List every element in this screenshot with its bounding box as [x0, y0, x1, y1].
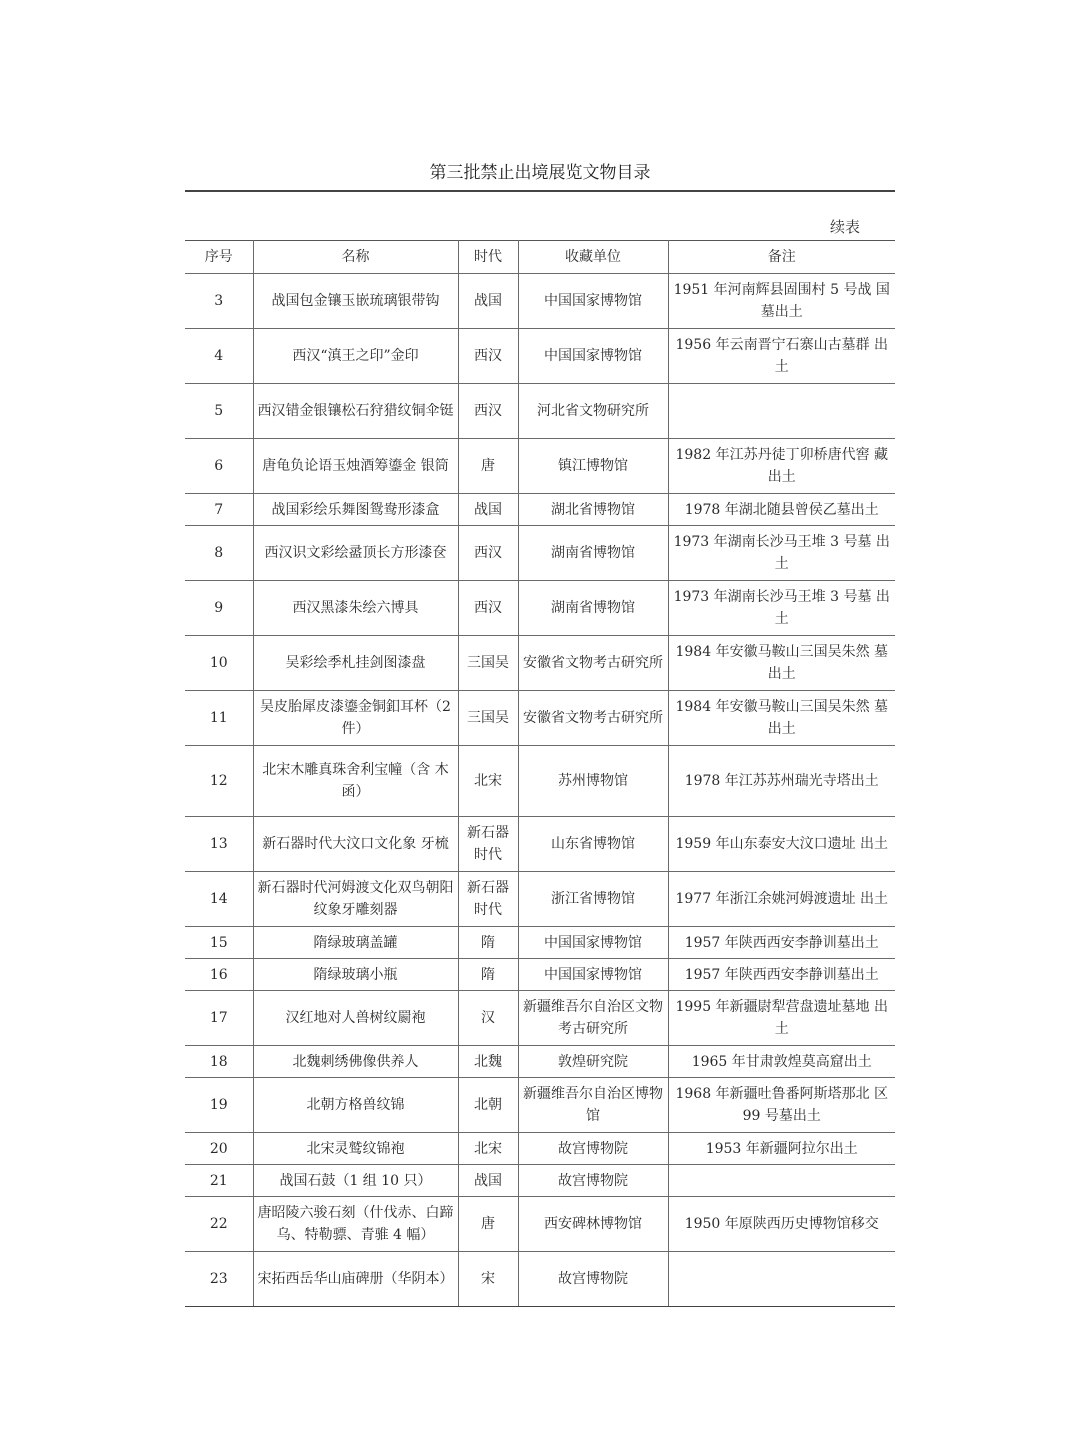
cell-era: 新石器时代 [458, 872, 518, 927]
cell-name: 隋绿玻璃盖罐 [253, 927, 458, 959]
header-notes: 备注 [668, 241, 895, 274]
cell-era: 西汉 [458, 384, 518, 439]
cell-collection: 西安碑林博物馆 [518, 1197, 668, 1252]
table-row [185, 959, 895, 991]
cell-era: 北宋 [458, 1133, 518, 1165]
cell-era: 北朝 [458, 1078, 518, 1133]
cell-era: 唐 [458, 439, 518, 494]
cell-notes: 1956 年云南晋宁石寨山古墓群 出土 [668, 329, 895, 384]
cell-notes: 1968 年新疆吐鲁番阿斯塔那北 区 99 号墓出土 [668, 1078, 895, 1133]
cell-no: 14 [185, 872, 253, 927]
table-row [185, 1252, 895, 1307]
cell-name: 唐昭陵六骏石刻（什伐赤、白蹄乌、特勒骠、青骓 4 幅） [253, 1197, 458, 1252]
cell-collection: 河北省文物研究所 [518, 384, 668, 439]
cell-no: 16 [185, 959, 253, 991]
table-row [185, 581, 895, 636]
cell-no: 3 [185, 274, 253, 329]
cell-collection: 敦煌研究院 [518, 1046, 668, 1078]
cell-collection: 苏州博物馆 [518, 746, 668, 817]
cell-notes [668, 384, 895, 439]
table-row [185, 494, 895, 526]
cell-no: 11 [185, 691, 253, 746]
cell-name: 新石器时代大汶口文化象 牙梳 [253, 817, 458, 872]
table-row [185, 872, 895, 927]
cell-no: 9 [185, 581, 253, 636]
table-row [185, 691, 895, 746]
cell-collection: 新疆维吾尔自治区文物考古研究所 [518, 991, 668, 1046]
cell-no: 4 [185, 329, 253, 384]
table-row [185, 526, 895, 581]
cell-era: 战国 [458, 1165, 518, 1197]
cell-name: 西汉黑漆朱绘六博具 [253, 581, 458, 636]
cell-collection: 故宫博物院 [518, 1252, 668, 1307]
cell-no: 15 [185, 927, 253, 959]
table-row [185, 927, 895, 959]
table-row [185, 991, 895, 1046]
cell-name: 西汉错金银镶松石狩猎纹铜伞铤 [253, 384, 458, 439]
cell-notes: 1982 年江苏丹徒丁卯桥唐代窖 藏出土 [668, 439, 895, 494]
cell-era: 宋 [458, 1252, 518, 1307]
cell-era: 西汉 [458, 581, 518, 636]
cell-era: 唐 [458, 1197, 518, 1252]
cell-collection: 安徽省文物考古研究所 [518, 636, 668, 691]
cell-notes: 1965 年甘肃敦煌莫高窟出土 [668, 1046, 895, 1078]
table-row [185, 274, 895, 329]
cell-name: 宋拓西岳华山庙碑册（华阴本） [253, 1252, 458, 1307]
cell-collection: 中国国家博物馆 [518, 927, 668, 959]
cell-notes [668, 1165, 895, 1197]
table-body [185, 274, 895, 1307]
cell-name: 北朝方格兽纹锦 [253, 1078, 458, 1133]
cell-era: 西汉 [458, 329, 518, 384]
cell-notes: 1973 年湖南长沙马王堆 3 号墓 出土 [668, 581, 895, 636]
cell-collection: 山东省博物馆 [518, 817, 668, 872]
cell-collection: 中国国家博物馆 [518, 959, 668, 991]
cell-name: 汉红地对人兽树纹罽袍 [253, 991, 458, 1046]
cell-name: 战国包金镶玉嵌琉璃银带钩 [253, 274, 458, 329]
table-row [185, 1197, 895, 1252]
cell-no: 13 [185, 817, 253, 872]
cell-notes: 1978 年江苏苏州瑞光寺塔出土 [668, 746, 895, 817]
cell-no: 6 [185, 439, 253, 494]
cell-notes: 1953 年新疆阿拉尔出土 [668, 1133, 895, 1165]
cell-name: 北宋灵鹫纹锦袍 [253, 1133, 458, 1165]
continued-label: 续表 [829, 218, 860, 236]
table-row [185, 384, 895, 439]
cell-collection: 故宫博物院 [518, 1165, 668, 1197]
table-row [185, 1078, 895, 1133]
cell-name: 吴皮胎犀皮漆鎏金铜釦耳杯（2 件） [253, 691, 458, 746]
cell-collection: 故宫博物院 [518, 1133, 668, 1165]
cell-no: 5 [185, 384, 253, 439]
cell-no: 21 [185, 1165, 253, 1197]
cell-name: 北魏刺绣佛像供养人 [253, 1046, 458, 1078]
cell-no: 17 [185, 991, 253, 1046]
cell-notes: 1957 年陕西西安李静训墓出土 [668, 959, 895, 991]
table-header-row [185, 241, 895, 274]
header-no: 序号 [185, 241, 253, 274]
cell-era: 战国 [458, 494, 518, 526]
cell-era: 三国吴 [458, 636, 518, 691]
cell-notes: 1984 年安徽马鞍山三国吴朱然 墓出土 [668, 691, 895, 746]
cell-name: 吴彩绘季札挂剑图漆盘 [253, 636, 458, 691]
cell-no: 20 [185, 1133, 253, 1165]
table-row [185, 1133, 895, 1165]
cell-notes: 1995 年新疆尉犁营盘遗址墓地 出土 [668, 991, 895, 1046]
cell-notes: 1973 年湖南长沙马王堆 3 号墓 出土 [668, 526, 895, 581]
cell-name: 隋绿玻璃小瓶 [253, 959, 458, 991]
cell-notes: 1959 年山东泰安大汶口遗址 出土 [668, 817, 895, 872]
cell-no: 12 [185, 746, 253, 817]
cell-collection: 镇江博物馆 [518, 439, 668, 494]
table-row [185, 1046, 895, 1078]
table-row [185, 636, 895, 691]
cell-collection: 中国国家博物馆 [518, 274, 668, 329]
page-title: 第三批禁止出境展览文物目录 [429, 163, 651, 183]
cell-collection: 湖南省博物馆 [518, 526, 668, 581]
cell-era: 新石器时代 [458, 817, 518, 872]
cell-name: 西汉识文彩绘盝顶长方形漆奁 [253, 526, 458, 581]
cell-no: 8 [185, 526, 253, 581]
cell-era: 汉 [458, 991, 518, 1046]
cell-name: 西汉“滇王之印”金印 [253, 329, 458, 384]
cell-name: 新石器时代河姆渡文化双鸟朝阳纹象牙雕刻器 [253, 872, 458, 927]
title-divider [185, 190, 895, 192]
cell-era: 隋 [458, 927, 518, 959]
cell-name: 北宋木雕真珠舍利宝幢（含 木函） [253, 746, 458, 817]
cell-notes: 1957 年陕西西安李静训墓出土 [668, 927, 895, 959]
cell-name: 唐龟负论语玉烛酒筹鎏金 银筒 [253, 439, 458, 494]
cell-notes: 1951 年河南辉县固围村 5 号战 国墓出土 [668, 274, 895, 329]
cell-no: 19 [185, 1078, 253, 1133]
cell-no: 7 [185, 494, 253, 526]
cell-notes: 1977 年浙江余姚河姆渡遗址 出土 [668, 872, 895, 927]
header-name: 名称 [253, 241, 458, 274]
table-row [185, 1165, 895, 1197]
cell-notes: 1984 年安徽马鞍山三国吴朱然 墓出土 [668, 636, 895, 691]
cell-collection: 湖北省博物馆 [518, 494, 668, 526]
cell-collection: 新疆维吾尔自治区博物馆 [518, 1078, 668, 1133]
table-row [185, 746, 895, 817]
table-row [185, 439, 895, 494]
cell-notes [668, 1252, 895, 1307]
cell-no: 22 [185, 1197, 253, 1252]
cell-collection: 浙江省博物馆 [518, 872, 668, 927]
cell-era: 西汉 [458, 526, 518, 581]
header-collection: 收藏单位 [518, 241, 668, 274]
cell-notes: 1950 年原陕西历史博物馆移交 [668, 1197, 895, 1252]
header-era: 时代 [458, 241, 518, 274]
cell-era: 三国吴 [458, 691, 518, 746]
cell-collection: 中国国家博物馆 [518, 329, 668, 384]
table-row [185, 329, 895, 384]
cell-no: 23 [185, 1252, 253, 1307]
cell-era: 隋 [458, 959, 518, 991]
cell-collection: 安徽省文物考古研究所 [518, 691, 668, 746]
cell-notes: 1978 年湖北随县曾侯乙墓出土 [668, 494, 895, 526]
cell-collection: 湖南省博物馆 [518, 581, 668, 636]
cell-name: 战国彩绘乐舞图鸳鸯形漆盒 [253, 494, 458, 526]
cell-no: 18 [185, 1046, 253, 1078]
cell-era: 北宋 [458, 746, 518, 817]
relics-table [185, 240, 895, 1307]
cell-era: 北魏 [458, 1046, 518, 1078]
table-row [185, 817, 895, 872]
cell-name: 战国石鼓（1 组 10 只） [253, 1165, 458, 1197]
cell-no: 10 [185, 636, 253, 691]
cell-era: 战国 [458, 274, 518, 329]
